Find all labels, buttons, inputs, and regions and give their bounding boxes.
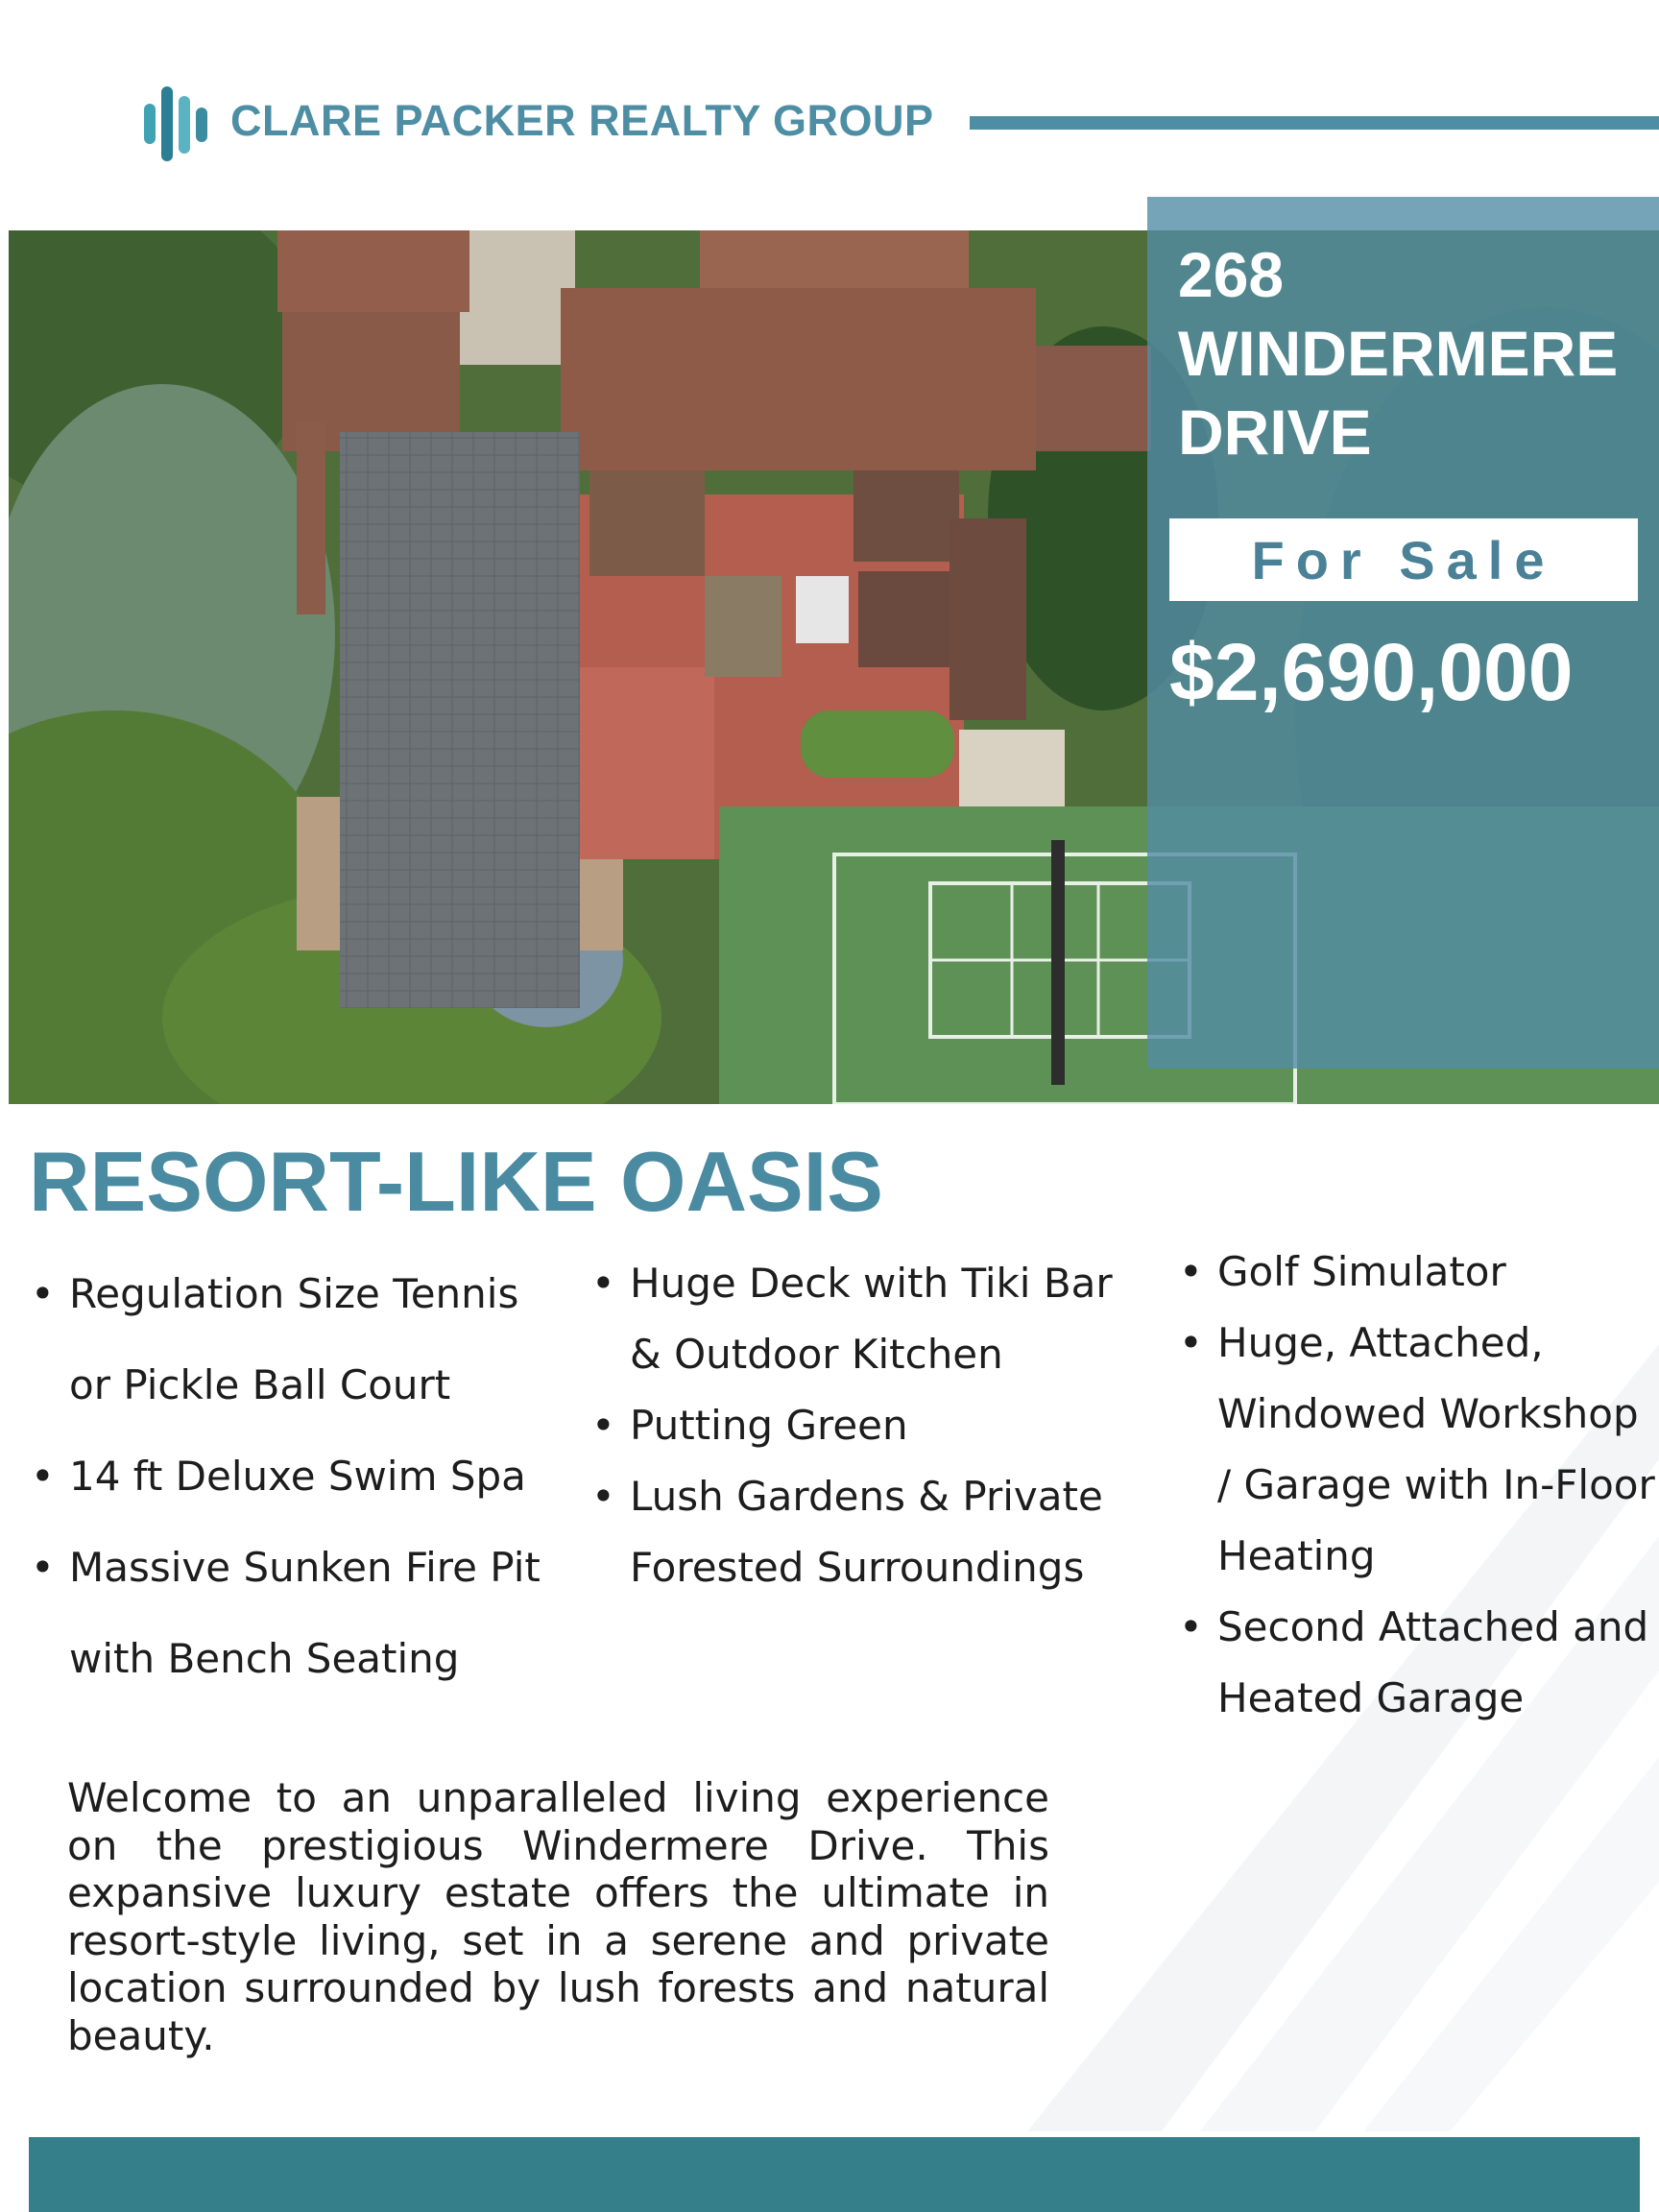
feature-item: • Putting Green <box>589 1390 1127 1461</box>
feature-list-column-1 <box>29 1248 566 1704</box>
status-label: For Sale <box>1251 529 1556 590</box>
feature-list-column-2 <box>589 1248 1127 1603</box>
property-address <box>1178 235 1658 471</box>
feature-item: • Second Attached and Heated Garage <box>1177 1592 1659 1734</box>
property-description: Welcome to an unparalleled living experience on the prestigious Windermere Drive. This expansive luxury estate offers the ultimate in resort-style living, set in a serene and private location surrounded by lush forests and natural beauty. <box>67 1774 1049 2059</box>
address-line: 268 <box>1178 239 1285 310</box>
footer-bar <box>29 2137 1640 2212</box>
listing-price: $2,690,000 <box>1169 627 1574 717</box>
address-line: DRIVE <box>1178 397 1372 468</box>
feature-item: • Regulation Size Tennis or Pickle Ball Court <box>29 1248 566 1431</box>
feature-item: • 14 ft Deluxe Swim Spa <box>29 1431 566 1522</box>
logo-bars-icon <box>144 86 207 161</box>
address-line: WINDERMERE <box>1178 318 1619 389</box>
feature-item: • Lush Gardens & Private Forested Surroundings <box>589 1461 1127 1603</box>
feature-item: • Massive Sunken Fire Pit with Bench Seating <box>29 1522 566 1704</box>
brand-name: CLARE PACKER REALTY GROUP <box>230 96 934 145</box>
feature-list-column-3 <box>1177 1237 1659 1734</box>
feature-item: • Huge Deck with Tiki Bar & Outdoor Kitchen <box>589 1248 1127 1390</box>
status-badge <box>1169 518 1638 601</box>
section-title: RESORT-LIKE OASIS <box>29 1134 883 1229</box>
feature-item: • Golf Simulator <box>1177 1237 1659 1308</box>
header-rule <box>970 116 1659 130</box>
feature-item: • Huge, Attached, Windowed Workshop / Garage with In-Floor Heating <box>1177 1308 1659 1592</box>
